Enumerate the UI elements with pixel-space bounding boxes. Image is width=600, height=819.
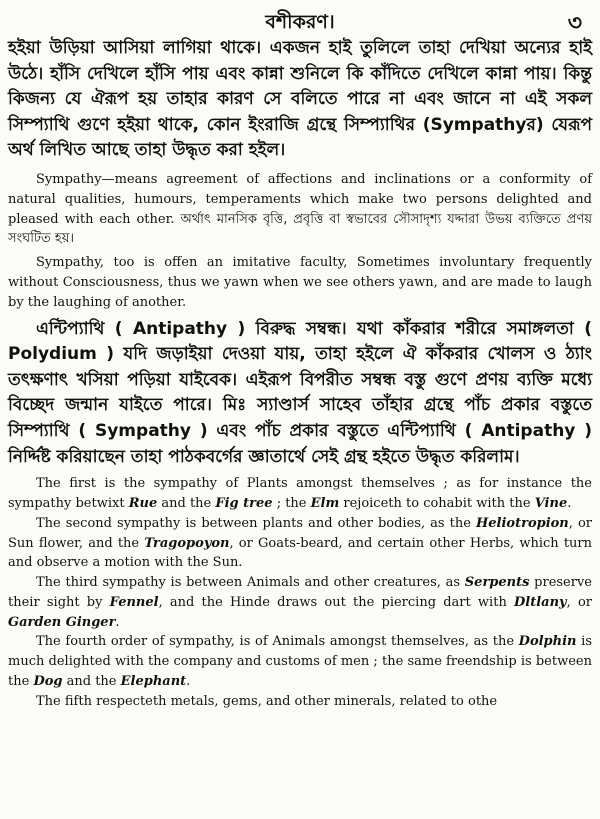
text-run: , or [566, 594, 592, 610]
definition-english: Sympathy—means agreement of affections and inclinations or a conformity of natural qualities, humours, temperaments which make two persons delighted and pleased with each other. [8, 171, 592, 227]
term-fennel: Fennel [109, 594, 159, 610]
term-elephant: Elephant [120, 674, 187, 690]
paragraph-bengali-intro: হইয়া উড়িয়া আসিয়া লাগিয়া থাকে। একজন হাই তুলিলে তাহা দেখিয়া অন্যের হাই উঠে। হাঁসি দেখিলে হাঁসি পায় এবং কান্না শুনিলে কি কাঁদিতে দেখিলে কান্না পায়। কিন্তু কিজন্য যে ঐরূপ হয় তাহার কারণ সে বলিতে পারে না এবং জানে না এই সকল সিম্প্যাথি গুণে হইয়া থাকে, কোন ইংরাজি গ্রন্থে সিম্প্যাথির (Sympathyর) যেরূপ অর্থ লিখিত আছে তাহা উদ্ধৃত করা হইল। [8, 38, 592, 161]
paragraph-second-sympathy [8, 514, 592, 573]
term-dolphin: Dolphin [518, 634, 577, 650]
paragraph-fifth-sympathy: The fifth respecteth metals, gems, and other minerals, related to othe [36, 693, 498, 709]
term-tragopoyon: Tragopoyon [144, 535, 230, 551]
text-run: . [567, 495, 572, 511]
term-serpents: Serpents [464, 575, 530, 591]
paragraph-sympathy-definition [8, 170, 592, 249]
text-run: , and the Hinde draws out the piercing dart with [158, 594, 515, 610]
paragraph-sympathy-imitative: Sympathy, too is offen an imitative faculty, Sometimes involuntary frequently without Consciousness, thus we yawn when we see others yawn, and are made to laugh by the laughing of another. [8, 255, 592, 310]
text-run: , or Goats-beard, and certain other Herbs, which turn and observe a motion with the Sun. [8, 535, 593, 571]
running-title: বশীকরণ। [265, 11, 335, 33]
page-number: ৩ [567, 11, 582, 36]
text-run: The first is the sympathy of Plants amongst themselves ; as for instance the sympathy betwixt [8, 476, 592, 511]
paragraph-first-sympathy [8, 474, 592, 514]
term-dittany: Dltlany [514, 594, 567, 610]
term-heliotropion: Heliotropion [475, 515, 569, 531]
term-fig-tree: Fig tree [215, 495, 273, 511]
text-run: The second sympathy is between plants and other bodies, as the [36, 515, 476, 531]
text-run: The third sympathy is between Animals and other creatures, as [36, 575, 465, 591]
term-dog: Dog [33, 674, 63, 690]
text-run: The fourth order of sympathy, is of Animals amongst themselves, as the [36, 634, 519, 650]
page-header [8, 0, 592, 36]
text-run: and the [157, 495, 216, 511]
paragraph-antipathy: এন্টিপ্যাথি ( Antipathy ) বিরুদ্ধ সম্বন্ধ। যথা কাঁকরার শরীরে সমাঙ্গলতা ( Polydium ) যদি জড়াইয়া দেওয়া যায়, তাহা হইলে ঐ কাঁকরার খোলস ও ঠ্যাং তৎক্ষণাৎ খসিয়া পড়িয়া যাইবেক। এইরূপ বিপরীত সম্বন্ধ বস্তু গুণে প্রণয় ব্যক্তি মধ্যে বিচ্ছেদ জন্মান যাইতে পারে। মিঃ স্যাণ্ডার্স সাহেব তাঁহার গ্রন্থে পাঁচ প্রকার বস্তুতে সিম্প্যাথি ( Sympathy ) এবং পাঁচ প্রকার বস্তুতে এন্টিপ্যাথি ( Antipathy ) নির্দ্দিষ্ট করিয়াছেন তাহা পাঠকবর্গের জ্ঞাতার্থে সেই গ্রন্থ হইতে উদ্ধৃত করিলাম। [8, 318, 592, 467]
text-run: rejoiceth to cohabit with the [339, 495, 535, 511]
text-run: ; the [272, 495, 311, 511]
term-garden-ginger: Garden Ginger [8, 614, 116, 630]
text-run: is much delighted with the company and customs of men ; the same freendship is between the [8, 634, 592, 690]
text-run: . [115, 614, 120, 630]
text-run: . [186, 674, 191, 690]
text-run: and the [62, 674, 121, 690]
term-elm: Elm [310, 495, 340, 511]
paragraph-fourth-sympathy [8, 632, 592, 691]
term-vine: Vine [534, 495, 568, 511]
text-run: , or Sun flower, and the [8, 515, 592, 551]
definition-bengali: অর্থাৎ মানসিক বৃত্তি, প্রবৃত্তি বা স্বভাবের সৌসাদৃশ্য যদ্দারা উভয় ব্যক্তিতে প্রণয় সংঘটিত হয়। [8, 211, 592, 247]
text-run: preserve their sight by [8, 575, 592, 610]
paragraph-third-sympathy [8, 573, 592, 632]
term-rue: Rue [128, 495, 158, 511]
